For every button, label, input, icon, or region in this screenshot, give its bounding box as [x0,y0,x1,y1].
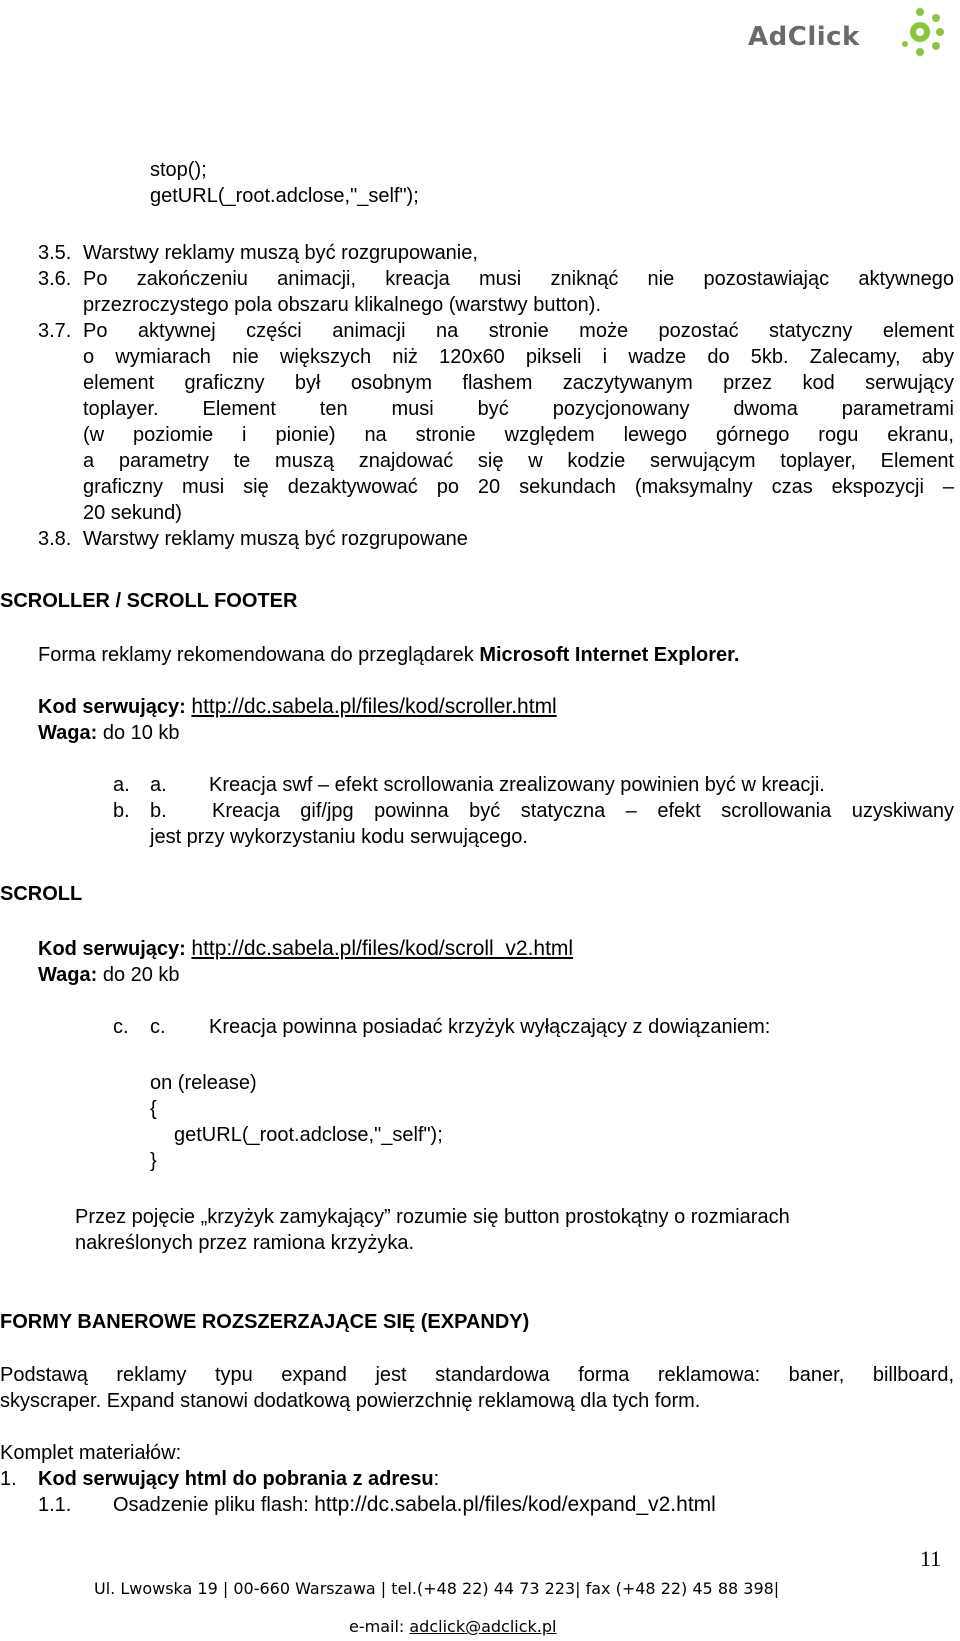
list-text: o wymiarach nie większych niż 120x60 pikseli i wadze do 5kb. Zalecamy, aby [83,346,954,368]
list-text: Warstwy reklamy muszą być rozgrupowane [83,528,468,550]
code-line: stop(); [150,159,207,181]
item-marker: 1.1. [38,1494,72,1516]
list-text: (w poziomie i pionie) na stronie względem lewego górnego rogu ekranu, [83,424,954,446]
email-link[interactable]: adclick@adclick.pl [409,1617,557,1636]
item-marker: b. [113,800,130,822]
expand-paragraph: skyscraper. Expand stanowi dodatkową powierzchnię reklamową dla tych form. [0,1390,701,1412]
item-marker: a. [113,774,130,796]
item-text: jest przy wykorzystaniu kodu serwującego. [150,826,528,848]
page-number: 11 [920,1546,942,1571]
kod-label: Kod serwujący: [38,938,186,960]
list-text: przezroczystego pola obszaru klikalnego (warstwy button). [83,294,602,316]
kod-label: Kod serwujący: [38,696,186,718]
code-line: getURL(_root.adclose,"_self"); [174,1124,443,1146]
list-text: a parametry te muszą znajdować się w kodzie serwującym toplayer, Element [83,450,954,472]
item-marker: c. [113,1016,129,1038]
item-text: Kreacja powinna posiadać krzyżyk wyłączający z dowiązaniem: [209,1016,771,1038]
komplet-label: Komplet materiałów: [0,1442,182,1464]
item-marker: b. [150,800,167,822]
code-line: on (release) [150,1072,257,1094]
kod-row [38,936,573,962]
list-number: 3.8. [38,528,72,550]
section-heading: SCROLL [0,883,83,905]
item-text: Kreacja gif/jpg powinna być statyczna – efekt scrollowania uzyskiwany [212,800,954,822]
intro-text: Forma reklamy rekomendowana do przeglądarek Microsoft Internet Explorer. [38,644,740,666]
section-heading: SCROLLER / SCROLL FOOTER [0,590,298,612]
list-text: Po zakończeniu animacji, kreacja musi zniknąć nie pozostawiając aktywnego [83,268,954,290]
list-text: element graficzny był osobnym flashem zaczytywanym przez kod serwujący [83,372,954,394]
expand-code-link[interactable]: http://dc.sabela.pl/files/kod/expand_v2.html [314,1493,716,1516]
list-number: 3.5. [38,242,72,264]
code-line: { [150,1098,157,1120]
list-text: Warstwy reklamy muszą być rozgrupowanie, [83,242,478,264]
item-text: Osadzenie pliku flash: http://dc.sabela.pl/files/kod/expand_v2.html [113,1493,716,1516]
browser-name: Microsoft Internet Explorer. [479,644,740,666]
list-text: toplayer. Element ten musi być pozycjonowany dwoma parametrami [83,398,954,420]
list-text: graficzny musi się dezaktywować po 20 sekundach (maksymalny czas ekspozycji – [83,476,954,498]
waga-label: Waga: [38,964,98,986]
code-line: getURL(_root.adclose,"_self"); [150,185,419,207]
list-number: 3.7. [38,320,72,342]
list-text: 20 sekund) [83,502,182,524]
section-heading: FORMY BANEROWE ROZSZERZAJĄCE SIĘ (EXPANDY) [0,1311,530,1333]
item-text: Kod serwujący html do pobrania z adresu: [38,1468,440,1490]
note-text: Przez pojęcie „krzyżyk zamykający” rozumie się button prostokątny o rozmiarach [75,1206,790,1228]
waga-label: Waga: [38,722,98,744]
logo-text: AdClick [748,22,860,52]
note-text: nakreślonych przez ramiona krzyżyka. [75,1232,415,1254]
footer-address: Ul. Lwowska 19 | 00-660 Warszawa | tel.(+48 22) 44 73 223| fax (+48 22) 45 88 398| [94,1579,780,1598]
code-line: } [150,1150,157,1172]
item-marker: a. [150,774,167,796]
waga-row: Waga: do 20 kb [38,964,180,986]
kod-row [38,694,557,720]
item-marker: 1. [0,1468,17,1490]
waga-row: Waga: do 10 kb [38,722,180,744]
expand-paragraph: Podstawą reklamy typu expand jest standardowa forma reklamowa: baner, billboard, [0,1364,954,1386]
item-marker: c. [150,1016,166,1038]
item-text: Kreacja swf – efekt scrollowania zrealizowany powinien być w kreacji. [209,774,825,796]
scroller-code-link[interactable]: http://dc.sabela.pl/files/kod/scroller.html [191,695,557,718]
logo-dots-icon [898,4,952,60]
list-text: Po aktywnej części animacji na stronie może pozostać statyczny element [83,320,954,342]
scroll-code-link[interactable]: http://dc.sabela.pl/files/kod/scroll_v2.html [191,937,574,960]
footer-email-row: e-mail: adclick@adclick.pl [349,1617,557,1636]
adclick-logo [748,4,952,60]
list-number: 3.6. [38,268,72,290]
